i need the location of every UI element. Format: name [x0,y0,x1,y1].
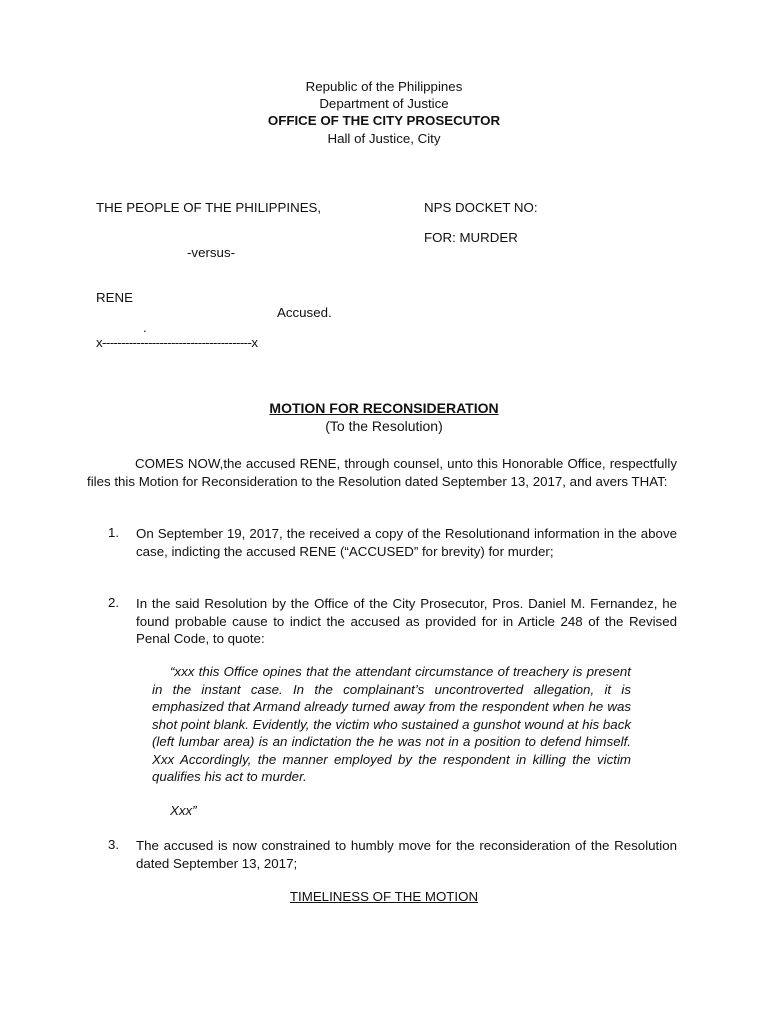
quote-end: Xxx” [170,803,197,818]
accused-label: Accused. [277,305,332,320]
item-text: On September 19, 2017, the received a copy of the Resolutionand information in the above case, indicting the accused RENE (“ACCUSED” for brevity) for murder; [136,526,677,559]
header-republic: Republic of the Philippines [305,79,463,94]
versus-label: -versus- [187,245,236,260]
item-number: 3. [108,837,120,852]
intro-paragraph: COMES NOW,the accused RENE, through counsel, unto this Honorable Office, respectfully files this Motion for Reconsideration to the Resolution dated September 13, 2017, and avers THAT: [87,456,677,489]
item-text: In the said Resolution by the Office of the City Prosecutor, Pros. Daniel M. Fernandez, he found probable cause to indict the accused as provided for in Article 248 of the Revised Penal Code, to quote: [136,596,677,646]
stray-dot: . [143,320,147,335]
quote-body: “xxx this Office opines that the attendant circumstance of treachery is present in the instant case. In the complainant’s uncontroverted allegation, it is emphasized that Armand already turned away from the respondent when he was shot point blank. Evidently, the victim who sustained a gunshot wound at his back (left lumbar area) is an indictation the he was not in a position to defend himself. Xxx Accordingly, the manner employed by the respondent in killing the victim qualifies his act to murder. [152,664,631,784]
accused-name: RENE [96,290,133,305]
caption-separator: x---------------------------------------x [96,335,258,350]
motion-subtitle: (To the Resolution) [325,418,443,434]
item-number: 2. [108,595,120,610]
plaintiff-name: THE PEOPLE OF THE PHILIPPINES, [96,200,322,215]
item-text: The accused is now constrained to humbly move for the reconsideration of the Resolution dated September 13, 2017; [136,838,677,871]
charge: FOR: MURDER [424,230,518,245]
header-hall: Hall of Justice, City [327,131,441,146]
item-number: 1. [108,525,120,540]
motion-title: MOTION FOR RECONSIDERATION [269,400,499,416]
header-department: Department of Justice [319,96,449,111]
section-heading: TIMELINESS OF THE MOTION [289,889,479,904]
docket-number: NPS DOCKET NO: [424,200,538,215]
header-office: OFFICE OF THE CITY PROSECUTOR [267,113,501,128]
